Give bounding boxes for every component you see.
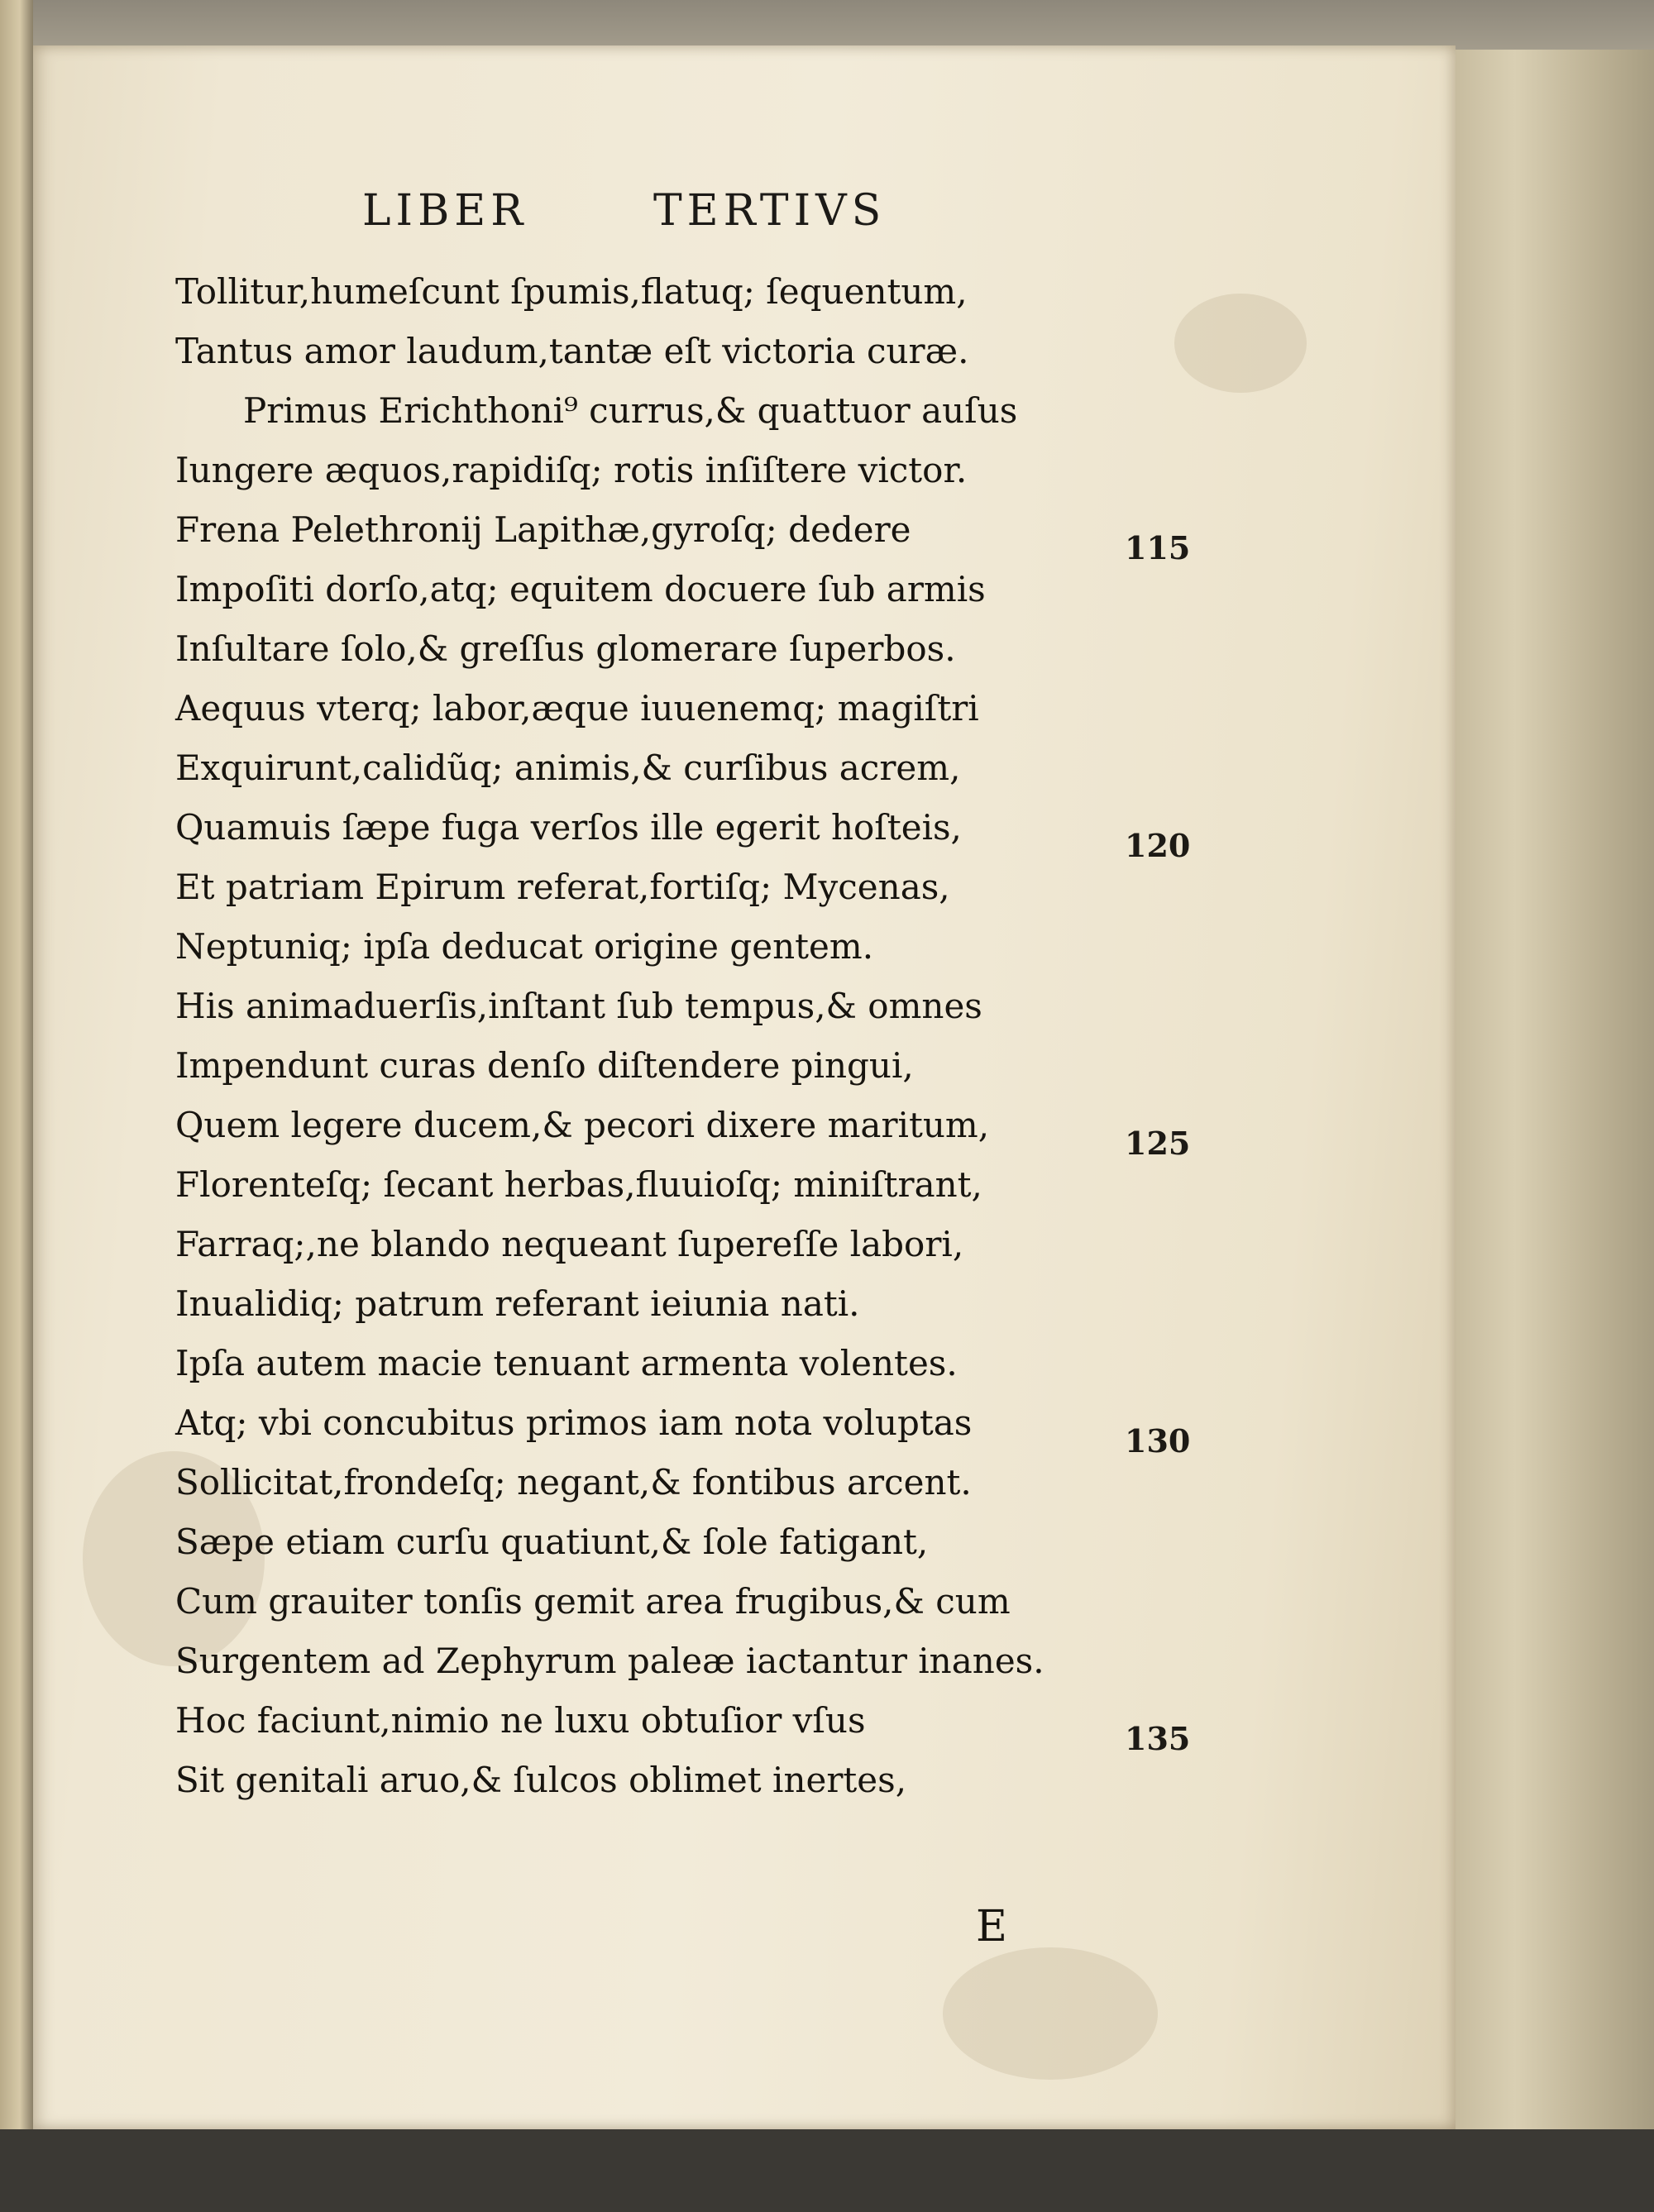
line-number: 125 <box>1125 1125 1191 1162</box>
header-left-word: LIBER <box>362 186 528 236</box>
facing-page-edge <box>0 0 33 2212</box>
verse-line: Sit genitali aruo,& ſulcos oblimet inertes, <box>175 1760 907 1800</box>
verse-line: Inſultare ſolo,& greſſus glomerare ſuperbos. <box>175 628 956 669</box>
verse-line: Farraq;,ne blando nequeant ſupereſſe labori, <box>175 1224 964 1264</box>
verse-line: Sollicitat,frondeſq; negant,& fontibus arcent. <box>175 1462 972 1503</box>
verse-line: Neptuniq; ipſa deducat origine gentem. <box>175 926 874 967</box>
verse-line: Ipſa autem macie tenuant armenta volentes. <box>175 1343 958 1383</box>
verse-line: Quem legere ducem,& pecori dixere maritum, <box>175 1105 990 1145</box>
verse-line: Impoſiti dorſo,atq; equitem docuere ſub armis <box>175 569 986 609</box>
verse-line: Hoc faciunt,nimio ne luxu obtuſior vſus <box>175 1700 866 1741</box>
running-header <box>347 151 1009 236</box>
verse-line: Tantus amor laudum,tantæ eſt victoria curæ. <box>175 331 969 371</box>
line-number: 115 <box>1125 529 1191 566</box>
verse-line: Atq; vbi concubitus primos iam nota voluptas <box>175 1402 973 1443</box>
line-number: 135 <box>1125 1720 1191 1757</box>
verse-line: Sæpe etiam curſu quatiunt,& ſole fatigant, <box>175 1522 929 1562</box>
verse-line: Iungere æquos,rapidiſq; rotis inſiſtere victor. <box>175 450 968 490</box>
signature-mark: E <box>976 1902 1007 1952</box>
verse-line: Surgentem ad Zephyrum paleæ iactantur inanes. <box>175 1641 1045 1681</box>
verse-line: Aequus vterq; labor,æque iuuenemq; magiſtri <box>175 688 979 729</box>
book-page <box>33 45 1456 2129</box>
verse-line: Exquirunt,calidũq; animis,& curſibus acrem, <box>175 748 961 788</box>
verse-line: Impendunt curas denſo diſtendere pingui, <box>175 1045 914 1086</box>
background-top <box>0 0 1654 50</box>
verse-line: Cum grauiter tonſis gemit area frugibus,& cum <box>175 1581 1011 1622</box>
verse-line: Inualidiq; patrum referant ieiunia nati. <box>175 1283 860 1324</box>
verse-text <box>175 262 1118 1800</box>
paper-stain <box>943 1947 1158 2080</box>
verse-line: Frena Pelethronij Lapithæ,gyroſq; dedere <box>175 509 911 550</box>
verse-line: Et patriam Epirum referat,fortiſq; Mycenas, <box>175 867 950 907</box>
line-number: 130 <box>1125 1422 1191 1460</box>
background-bottom <box>0 2129 1654 2212</box>
verse-line: Quamuis ſæpe fuga verſos ille egerit hoſteis, <box>175 807 962 848</box>
verse-line: Florenteſq; ſecant herbas,fluuioſq; miniſtrant, <box>175 1164 982 1205</box>
verse-line: Tollitur,humeſcunt ſpumis,flatuq; ſequentum, <box>175 271 968 312</box>
header-right-word: TERTIVS <box>653 186 887 236</box>
line-number: 120 <box>1125 827 1191 864</box>
verse-line: Primus Erichthoni⁹ currus,& quattuor auſus <box>243 390 1018 431</box>
page-stack-edge <box>1456 50 1654 2129</box>
paper-stain <box>1174 294 1307 393</box>
verse-line: His animaduerſis,inſtant ſub tempus,& omnes <box>175 986 982 1026</box>
